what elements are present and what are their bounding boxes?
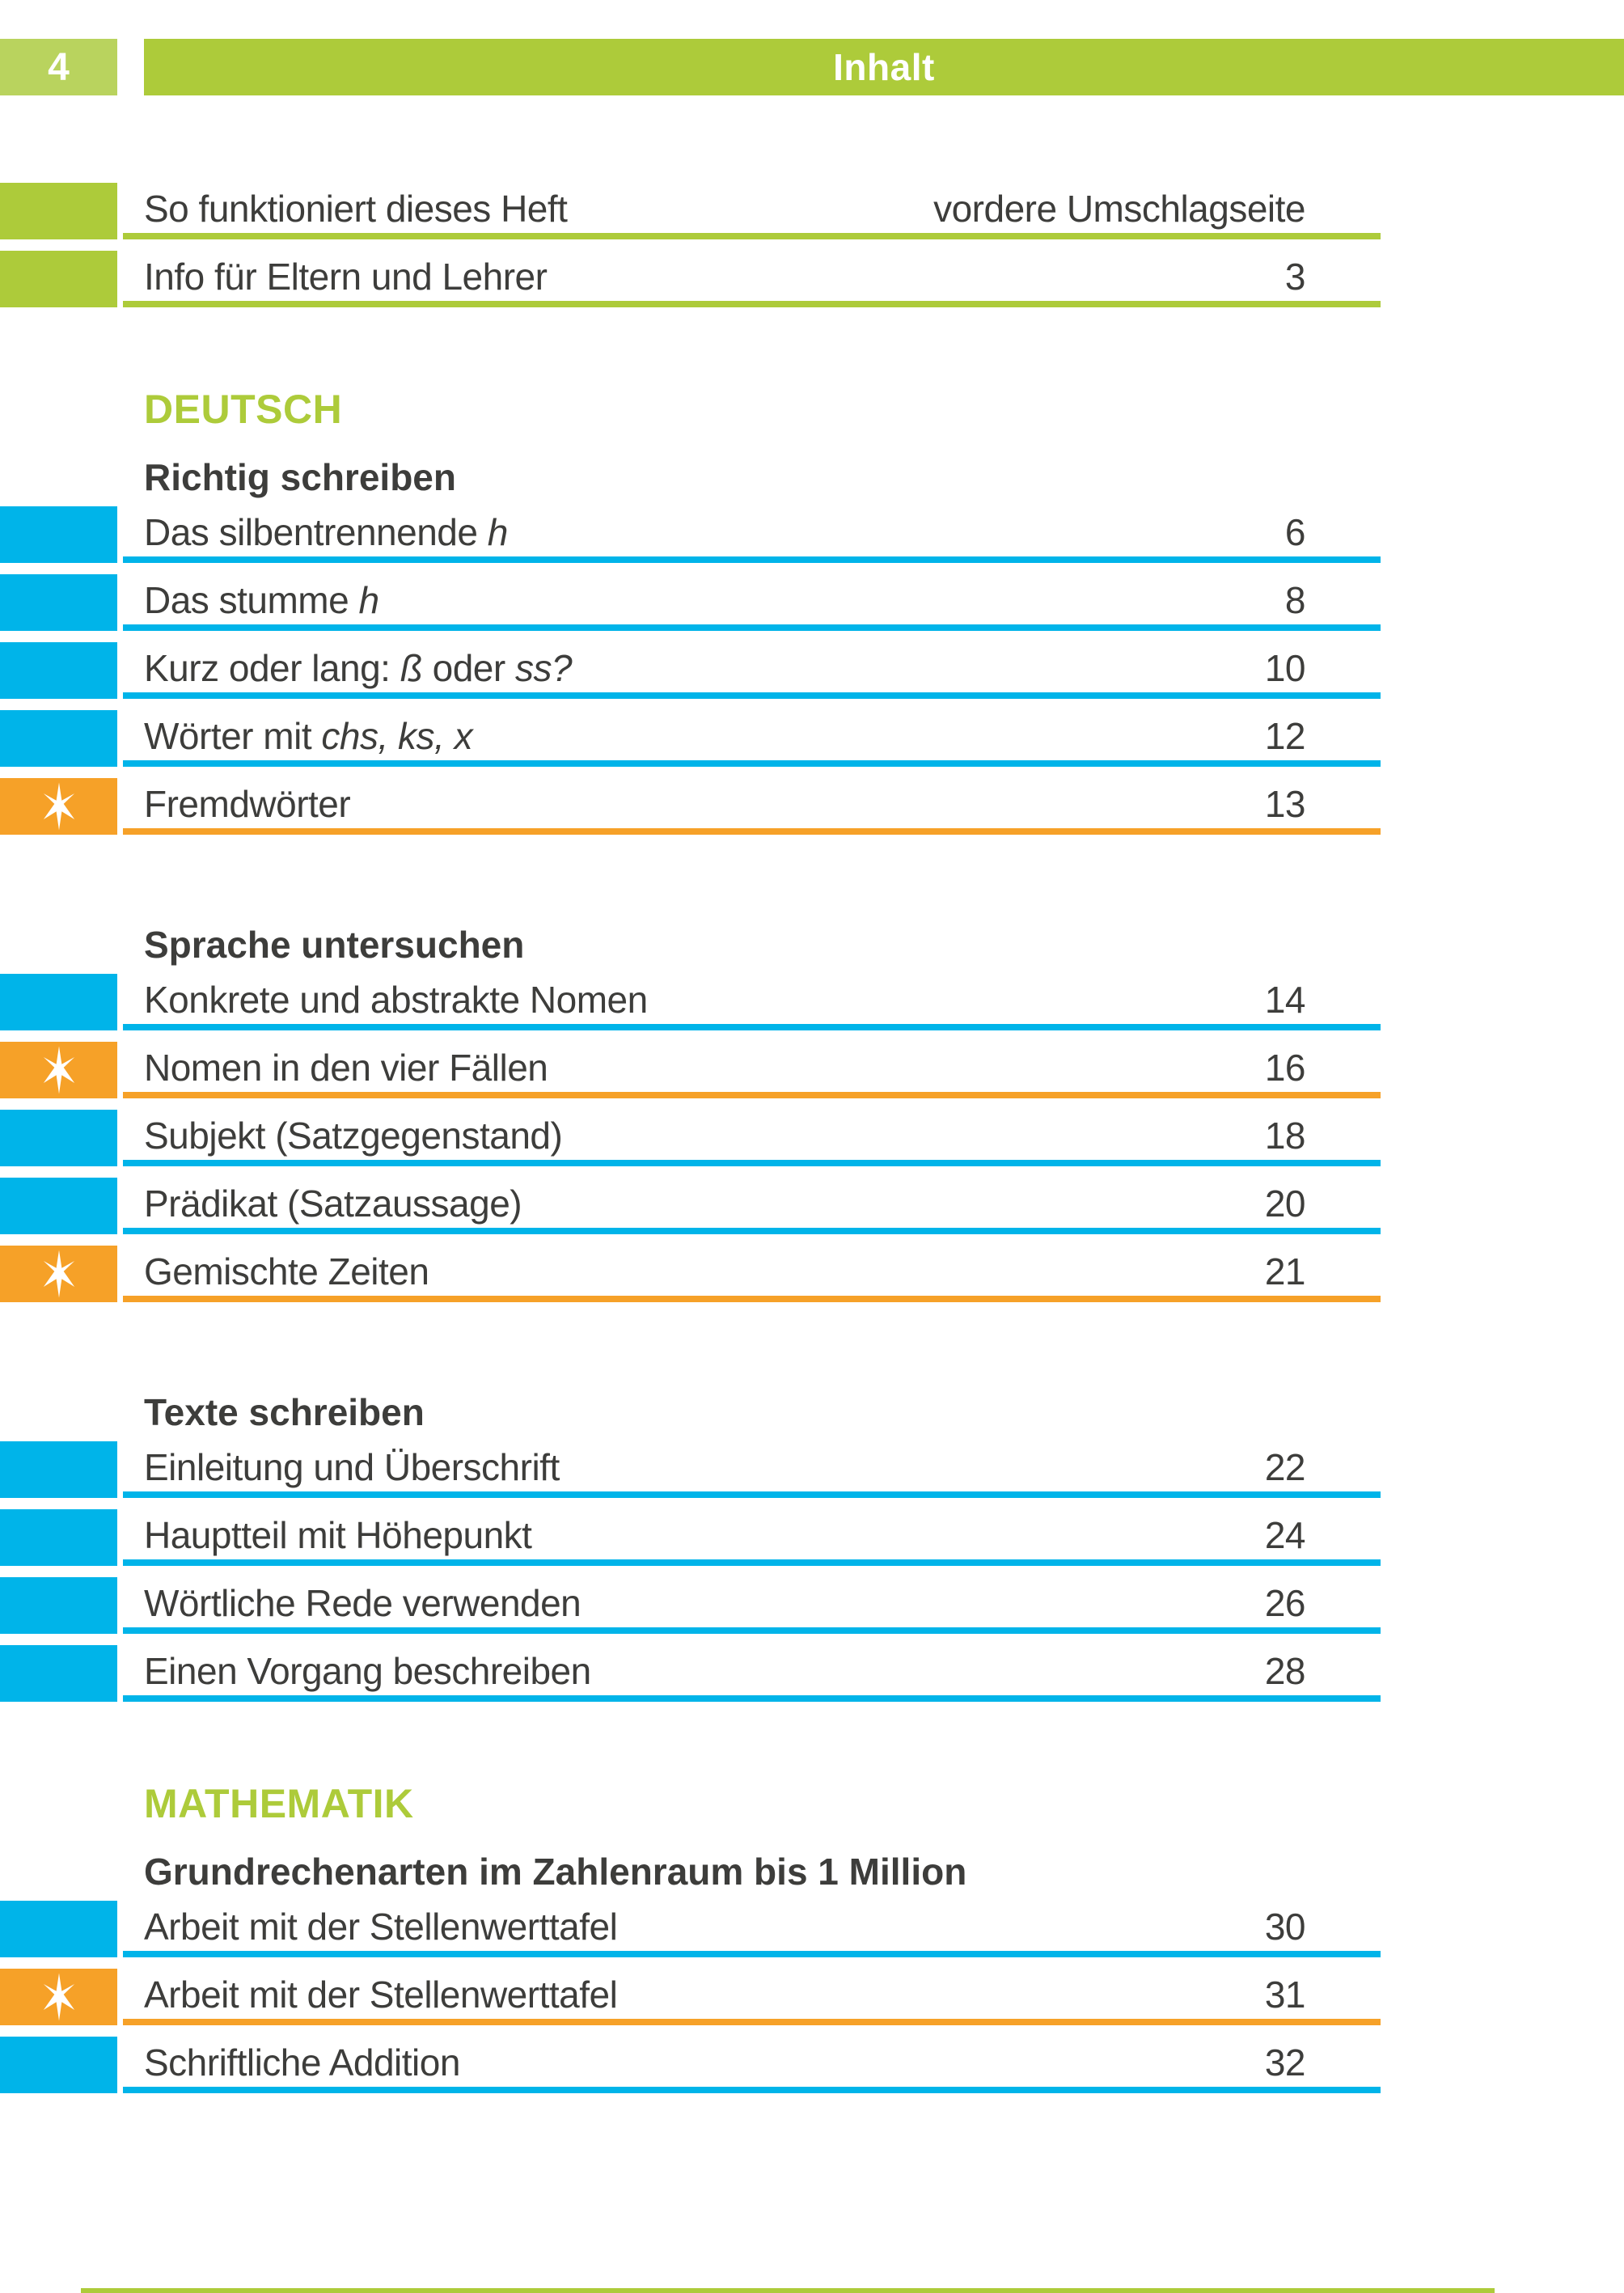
row-page-ref: 14 (1264, 979, 1305, 1021)
row-label-italic-segment: ß (400, 647, 423, 689)
row-underline (123, 2019, 1381, 2025)
group-heading: Richtig schreiben (144, 456, 456, 498)
row-label-italic-segment: ss? (515, 647, 573, 689)
row-page-ref: 22 (1264, 1446, 1305, 1488)
row-label-italic-segment: chs, ks, x (321, 715, 473, 757)
row-underline (123, 624, 1381, 631)
row-page-ref: 13 (1264, 783, 1305, 825)
toc-group (0, 925, 1624, 1302)
page-title: Inhalt (833, 46, 935, 88)
row-page-ref: 20 (1264, 1182, 1305, 1225)
row-underline (123, 828, 1381, 835)
toc-row (0, 1178, 1624, 1234)
row-label-segment: Konkrete und abstrakte Nomen (144, 979, 648, 1021)
row-label-italic-segment: h (487, 511, 508, 553)
row-underline (123, 233, 1381, 239)
row-label-segment: Hauptteil mit Höhepunkt (144, 1514, 532, 1556)
toc-row (0, 251, 1624, 307)
row-label-segment: Prädikat (Satzaussage) (144, 1182, 522, 1225)
row-page-ref: 16 (1264, 1047, 1305, 1089)
section-title: MATHEMATIK (144, 1781, 414, 1826)
row-label-segment: Fremdwörter (144, 783, 351, 825)
row-underline (123, 1559, 1381, 1566)
toc-row (0, 506, 1624, 563)
row-underline (123, 556, 1381, 563)
toc-group (0, 1393, 1624, 1702)
front-rows (0, 183, 1624, 307)
toc-content (0, 95, 1624, 2105)
toc-row (0, 1901, 1624, 1957)
toc-group (0, 1852, 1624, 2093)
toc-row (0, 183, 1624, 239)
row-label-segment: Schriftliche Addition (144, 2041, 460, 2084)
row-underline (123, 2087, 1381, 2093)
row-underline (123, 1296, 1381, 1302)
row-underline (123, 760, 1381, 767)
row-label-segment: Nomen in den vier Fällen (144, 1047, 548, 1089)
toc-section (0, 1783, 1624, 2093)
section-title: DEUTSCH (144, 387, 343, 432)
header-bar (144, 39, 1624, 95)
row-page-ref: 31 (1264, 1974, 1305, 2016)
row-page-ref: 30 (1264, 1906, 1305, 1948)
row-page-ref: 26 (1264, 1582, 1305, 1624)
row-underline (123, 1951, 1381, 1957)
row-label-segment: Wörtliche Rede verwenden (144, 1582, 582, 1624)
row-page-ref: 21 (1264, 1250, 1305, 1292)
row-underline (123, 1627, 1381, 1634)
row-page-ref: 24 (1264, 1514, 1305, 1556)
toc-row (0, 2037, 1624, 2093)
row-label-segment: Arbeit mit der Stellenwerttafel (144, 1974, 618, 2016)
row-label-segment: Arbeit mit der Stellenwerttafel (144, 1906, 618, 1948)
toc-section (0, 388, 1624, 1702)
group-heading: Sprache untersuchen (144, 924, 525, 966)
toc-row (0, 1110, 1624, 1166)
row-page-ref: 32 (1264, 2041, 1305, 2084)
toc-group (0, 458, 1624, 835)
row-page-ref: 8 (1284, 579, 1305, 621)
row-page-ref: 3 (1284, 256, 1305, 298)
toc-row (0, 974, 1624, 1030)
row-page-ref: 12 (1264, 715, 1305, 757)
page-number-box (0, 39, 117, 95)
row-label-segment: Info für Eltern und Lehrer (144, 256, 548, 298)
row-label-segment: Kurz oder lang: (144, 647, 400, 689)
row-underline (123, 1695, 1381, 1702)
toc-row (0, 778, 1624, 835)
row-underline (123, 1160, 1381, 1166)
row-label-segment: Das silbentrennende (144, 511, 488, 553)
row-underline (123, 692, 1381, 699)
toc-row (0, 1577, 1624, 1634)
toc-row (0, 1441, 1624, 1498)
row-label-segment: Einen Vorgang beschreiben (144, 1650, 591, 1692)
row-label-italic-segment: h (358, 579, 379, 621)
row-underline (123, 1024, 1381, 1030)
toc-row (0, 710, 1624, 767)
toc-row (0, 574, 1624, 631)
row-label-segment: So funktioniert dieses Heft (144, 188, 568, 230)
toc-row (0, 642, 1624, 699)
bottom-page-edge-bar (81, 2288, 1495, 2293)
group-heading: Texte schreiben (144, 1391, 425, 1433)
row-label-segment: oder (422, 647, 515, 689)
row-label-segment: Das stumme (144, 579, 359, 621)
toc-row (0, 1969, 1624, 2025)
row-page-ref: 18 (1264, 1115, 1305, 1157)
row-label-segment: Gemischte Zeiten (144, 1250, 429, 1292)
row-page-ref: 6 (1284, 511, 1305, 553)
toc-row (0, 1509, 1624, 1566)
row-underline (123, 1491, 1381, 1498)
row-underline (123, 1092, 1381, 1098)
toc-row (0, 1645, 1624, 1702)
row-page-ref: 10 (1264, 647, 1305, 689)
sections-container (0, 388, 1624, 2093)
row-underline (123, 1228, 1381, 1234)
page-number: 4 (48, 45, 70, 89)
row-label-segment: Wörter mit (144, 715, 322, 757)
row-label-segment: Subjekt (Satzgegenstand) (144, 1115, 563, 1157)
toc-row (0, 1042, 1624, 1098)
row-page-ref: 28 (1264, 1650, 1305, 1692)
group-heading: Grundrechenarten im Zahlenraum bis 1 Million (144, 1851, 967, 1893)
row-label-segment: Einleitung und Überschrift (144, 1446, 560, 1488)
row-underline (123, 301, 1381, 307)
toc-row (0, 1246, 1624, 1302)
row-page-ref: vordere Umschlagseite (933, 188, 1305, 230)
